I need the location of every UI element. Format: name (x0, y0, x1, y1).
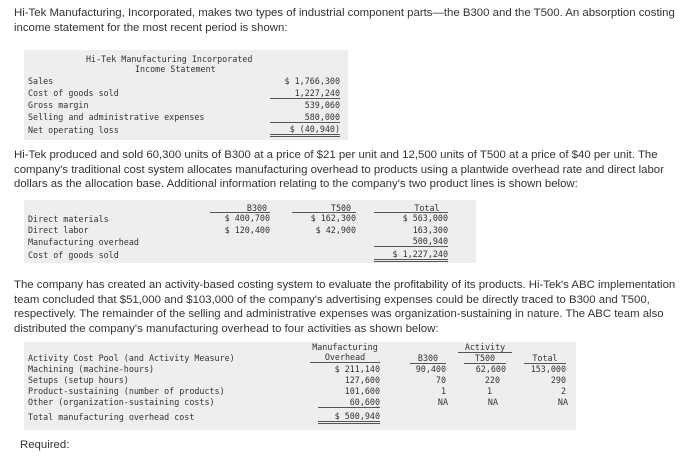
total-header: Total (414, 203, 440, 213)
product-cost-table (24, 200, 476, 263)
direct-labor-b300: $ 120,400 (224, 225, 270, 235)
product-sustaining-total: 2 (560, 386, 566, 396)
selling-admin-value: 580,000 (270, 112, 340, 123)
total-mo-label: Total manufacturing overhead cost (28, 412, 195, 422)
product-sustaining-t500: 1 (486, 386, 492, 396)
mo-header-2: Overhead (310, 352, 380, 363)
other-total: NA (557, 397, 568, 407)
machining-mo: $ 211,140 (334, 364, 380, 374)
statement-title: Income Statement (135, 64, 216, 74)
pool-header: Activity Cost Pool (and Activity Measure) (28, 353, 235, 363)
cogs-row-total: $ 1,227,240 (374, 249, 448, 262)
income-statement (24, 50, 348, 140)
cogs-label: Cost of goods sold (28, 88, 119, 98)
company-name: Hi-Tek Manufacturing Incorporated (86, 54, 253, 64)
setups-t500: 220 (484, 375, 500, 385)
cogs-value: 1,227,240 (270, 88, 340, 99)
setups-total: 290 (550, 375, 566, 385)
gross-margin-label: Gross margin (28, 100, 89, 110)
sales-label: Sales (28, 76, 54, 86)
sales-value: $ 1,766,300 (284, 76, 340, 86)
abc-table (24, 342, 576, 430)
other-t500: NA (487, 397, 498, 407)
product-sustaining-b300: 1 (440, 386, 446, 396)
direct-materials-b300: $ 400,700 (210, 212, 270, 223)
activity-group-header: Activity (458, 342, 512, 353)
direct-materials-total: $ 563,000 (374, 212, 448, 223)
machining-label: Machining (machine-hours) (28, 364, 155, 374)
machining-t500: 62,600 (475, 364, 506, 374)
b300-header: B300 (246, 203, 268, 213)
abc-info-paragraph: The company has created an activity-based costing system to evaluate the profitability of its products. Hi-Tek's ABC implementation team concluded that $51,000 and $103,000 of the company's advertising expenses could be directly traced to B300 and T500, respectively. The remainder of the selling and administrative expenses was organization-sustaining in nature. The ABC team also distributed the company's manufacturing overhead to four activities as shown below: (14, 279, 676, 335)
product-info-paragraph: Hi-Tek produced and sold 60,300 units of B300 at a price of $21 per unit and 12,500 units of T500 at a price of $40 per unit. The company's traditional cost system allocates manufacturing overhead to products using a plantwide overhead rate and direct labor dollars as the allocation base. Additional information relating to the company's two product lines is shown below: (14, 149, 664, 190)
machining-b300: 90,400 (415, 364, 446, 374)
direct-labor-label: Direct labor (28, 225, 89, 235)
product-sustaining-label: Product-sustaining (number of products) (28, 386, 225, 396)
product-sustaining-mo: 101,600 (344, 386, 380, 396)
setups-mo: 127,600 (344, 375, 380, 385)
required-heading: Required: (20, 439, 70, 451)
setups-label: Setups (setup hours) (28, 375, 129, 385)
intro-paragraph: Hi-Tek Manufacturing, Incorporated, makes two types of industrial component parts—the B300 and the T500. An absorption costing income statement for the most recent period is shown: (14, 7, 675, 34)
abc-b300-header: B300 (410, 353, 446, 364)
selling-admin-label: Selling and administrative expenses (28, 112, 205, 122)
mo-header-1: Manufacturing (312, 342, 378, 352)
cogs-row-label: Cost of goods sold (28, 250, 119, 260)
net-loss-value: $ (40,940) (270, 124, 340, 137)
net-loss-label: Net operating loss (28, 125, 119, 135)
direct-labor-t500: $ 42,900 (315, 225, 356, 235)
abc-t500-header: T500 (464, 353, 506, 364)
direct-labor-total: 163,300 (412, 225, 448, 235)
direct-materials-label: Direct materials (28, 214, 109, 224)
total-mo-value: $ 500,940 (318, 411, 380, 424)
other-mo: 60,600 (318, 397, 380, 408)
mfg-overhead-total: 500,940 (374, 236, 448, 247)
machining-total: 153,000 (530, 364, 566, 374)
gross-margin-value: 539,060 (304, 100, 340, 110)
other-b300: NA (437, 397, 448, 407)
setups-b300: 70 (435, 375, 446, 385)
t500-header: T500 (330, 203, 352, 213)
abc-total-header: Total (524, 353, 566, 364)
direct-materials-t500: $ 162,300 (292, 212, 356, 223)
other-label: Other (organization-sustaining costs) (28, 397, 215, 407)
mfg-overhead-label: Manufacturing overhead (28, 237, 139, 247)
